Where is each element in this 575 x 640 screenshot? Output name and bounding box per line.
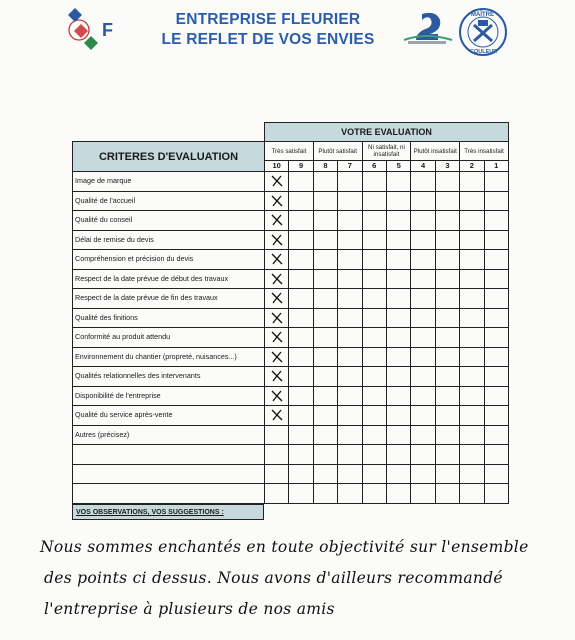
score-cell-3[interactable]	[435, 191, 459, 211]
criteria-row	[73, 386, 509, 406]
check-mark-icon	[269, 389, 285, 403]
score-cell-6[interactable]	[362, 289, 386, 309]
score-8: 8	[313, 161, 337, 172]
score-cell-2[interactable]	[460, 347, 484, 367]
score-cell-3[interactable]	[435, 425, 459, 445]
criterion-label: Qualité de l'accueil	[73, 191, 265, 211]
title-line-1: ENTREPRISE FLEURIER	[175, 11, 361, 28]
score-cell-8[interactable]	[313, 211, 337, 231]
handwritten-line-2: des points ci dessus. Nous avons d'ailleurs recommandé	[44, 569, 503, 587]
criterion-label: Environnement du chantier (propreté, nuisances...)	[73, 347, 265, 367]
check-mark-icon	[269, 272, 285, 286]
group-ni-satisfait: Ni satisfait, ni insatisfait	[362, 142, 411, 161]
criteria-row	[73, 211, 509, 231]
score-cell-5[interactable]	[386, 406, 410, 426]
score-cell-9[interactable]	[289, 191, 313, 211]
score-1: 1	[484, 161, 509, 172]
score-cell-6[interactable]	[362, 211, 386, 231]
check-mark-icon	[269, 350, 285, 364]
score-cell-2[interactable]	[460, 308, 484, 328]
check-mark-icon	[269, 194, 285, 208]
criterion-label: Qualité du conseil	[73, 211, 265, 231]
score-cell-1[interactable]	[484, 347, 509, 367]
check-mark-icon	[269, 408, 285, 422]
criterion-label: Qualités relationnelles des intervenants	[73, 367, 265, 387]
score-cell-6[interactable]	[362, 386, 386, 406]
score-cell-9[interactable]	[289, 386, 313, 406]
criterion-label: Qualité des finitions	[73, 308, 265, 328]
score-3: 3	[435, 161, 459, 172]
score-7: 7	[338, 161, 362, 172]
score-cell-3[interactable]	[435, 328, 459, 348]
blank-row	[73, 445, 509, 465]
score-cell-2[interactable]	[460, 269, 484, 289]
score-cell-5[interactable]	[386, 250, 410, 270]
score-cell-10[interactable]	[265, 347, 289, 367]
document-title	[118, 10, 418, 50]
votre-evaluation-heading: VOTRE EVALUATION	[265, 123, 509, 142]
score-cell-9[interactable]	[289, 172, 313, 192]
score-cell-8[interactable]	[313, 347, 337, 367]
criteria-row	[73, 308, 509, 328]
logo-letter: F	[102, 20, 113, 40]
score-cell-3[interactable]	[435, 289, 459, 309]
score-cell-4[interactable]	[411, 289, 435, 309]
observations-label: VOS OBSERVATIONS, VOS SUGGESTIONS :	[72, 504, 264, 520]
score-6: 6	[362, 161, 386, 172]
check-mark-icon	[269, 252, 285, 266]
criteria-row	[73, 406, 509, 426]
score-cell-10[interactable]	[265, 230, 289, 250]
check-mark-icon	[269, 174, 285, 188]
score-cell-9[interactable]	[289, 308, 313, 328]
score-cell-7[interactable]	[338, 289, 362, 309]
score-cell-1[interactable]	[484, 211, 509, 231]
score-cell-8[interactable]	[313, 367, 337, 387]
score-cell-2[interactable]	[460, 406, 484, 426]
check-mark-icon	[269, 233, 285, 247]
score-5: 5	[386, 161, 410, 172]
score-cell-9[interactable]	[289, 250, 313, 270]
score-cell-4[interactable]	[411, 269, 435, 289]
score-cell-3[interactable]	[435, 211, 459, 231]
blank-rows	[73, 445, 509, 504]
score-cell-4[interactable]	[411, 425, 435, 445]
check-mark-icon	[269, 213, 285, 227]
criteria-rows	[73, 172, 509, 445]
score-cell-5[interactable]	[386, 367, 410, 387]
score-cell-6[interactable]	[362, 308, 386, 328]
score-cell-6[interactable]	[362, 269, 386, 289]
score-cell-4[interactable]	[411, 406, 435, 426]
score-cell-4[interactable]	[411, 347, 435, 367]
score-9: 9	[289, 161, 313, 172]
score-cell-8[interactable]	[313, 269, 337, 289]
check-mark-icon	[269, 330, 285, 344]
score-cell-2[interactable]	[460, 328, 484, 348]
score-cell-5[interactable]	[386, 230, 410, 250]
evaluation-table	[72, 122, 509, 504]
score-cell-8[interactable]	[313, 191, 337, 211]
criteria-row	[73, 425, 509, 445]
criteria-row	[73, 289, 509, 309]
score-cell-8[interactable]	[313, 328, 337, 348]
score-cell-6[interactable]	[362, 230, 386, 250]
score-cell-1[interactable]	[484, 191, 509, 211]
score-cell-6[interactable]	[362, 191, 386, 211]
score-cell-2[interactable]	[460, 386, 484, 406]
score-cell-9[interactable]	[289, 289, 313, 309]
score-cell-4[interactable]	[411, 308, 435, 328]
score-cell-4[interactable]	[411, 250, 435, 270]
company-logo	[62, 6, 122, 61]
score-cell-7[interactable]	[338, 367, 362, 387]
score-cell-4[interactable]	[411, 386, 435, 406]
criterion-label: Image de marque	[73, 172, 265, 192]
score-cell-2[interactable]	[460, 425, 484, 445]
score-cell-3[interactable]	[435, 406, 459, 426]
criterion-label: Conformité au produit attendu	[73, 328, 265, 348]
score-cell-9[interactable]	[289, 328, 313, 348]
score-cell-9[interactable]	[289, 347, 313, 367]
score-cell-10[interactable]	[265, 386, 289, 406]
score-cell-3[interactable]	[435, 230, 459, 250]
score-cell-7[interactable]	[338, 406, 362, 426]
score-cell-3[interactable]	[435, 386, 459, 406]
score-cell-5[interactable]	[386, 386, 410, 406]
score-cell-5[interactable]	[386, 191, 410, 211]
score-cell-8[interactable]	[313, 308, 337, 328]
score-cell-7[interactable]	[338, 425, 362, 445]
score-cell-6[interactable]	[362, 172, 386, 192]
score-cell-8[interactable]	[313, 230, 337, 250]
score-cell-3[interactable]	[435, 367, 459, 387]
score-cell-7[interactable]	[338, 347, 362, 367]
score-cell-5[interactable]	[386, 347, 410, 367]
criteria-row	[73, 347, 509, 367]
score-cell-1[interactable]	[484, 328, 509, 348]
group-tres-insatisfait: Très insatisfait	[460, 142, 509, 161]
score-cell-3[interactable]	[435, 269, 459, 289]
score-cell-3[interactable]	[435, 308, 459, 328]
score-cell-1[interactable]	[484, 230, 509, 250]
score-cell-6[interactable]	[362, 425, 386, 445]
blank-row	[73, 484, 509, 504]
score-cell-3[interactable]	[435, 250, 459, 270]
evaluation-form	[72, 122, 509, 504]
criteria-row	[73, 250, 509, 270]
score-cell-7[interactable]	[338, 211, 362, 231]
certification-logo	[402, 10, 454, 51]
score-cell-7[interactable]	[338, 191, 362, 211]
score-cell-8[interactable]	[313, 172, 337, 192]
score-cell-4[interactable]	[411, 367, 435, 387]
score-cell-2[interactable]	[460, 367, 484, 387]
criteria-heading: CRITERES D'EVALUATION	[73, 142, 265, 172]
score-cell-10[interactable]	[265, 406, 289, 426]
score-cell-5[interactable]	[386, 308, 410, 328]
criterion-label: Respect de la date prévue de fin des travaux	[73, 289, 265, 309]
score-cell-6[interactable]	[362, 250, 386, 270]
svg-text:COULEUR: COULEUR	[470, 49, 498, 55]
score-cell-5[interactable]	[386, 172, 410, 192]
score-cell-2[interactable]	[460, 230, 484, 250]
criterion-label: Délai de remise du devis	[73, 230, 265, 250]
score-cell-4[interactable]	[411, 328, 435, 348]
score-cell-1[interactable]	[484, 289, 509, 309]
score-cell-3[interactable]	[435, 347, 459, 367]
group-plutot-insatisfait: Plutôt insatisfait	[411, 142, 460, 161]
score-cell-6[interactable]	[362, 328, 386, 348]
score-cell-7[interactable]	[338, 230, 362, 250]
score-cell-10[interactable]	[265, 328, 289, 348]
criterion-label: Qualité du service après-vente	[73, 406, 265, 426]
score-cell-4[interactable]	[411, 191, 435, 211]
score-cell-6[interactable]	[362, 347, 386, 367]
group-plutot-satisfait: Plutôt satisfait	[313, 142, 362, 161]
score-cell-10[interactable]	[265, 191, 289, 211]
score-cell-8[interactable]	[313, 425, 337, 445]
criteria-row	[73, 191, 509, 211]
check-mark-icon	[269, 311, 285, 325]
score-cell-9[interactable]	[289, 406, 313, 426]
criteria-row	[73, 367, 509, 387]
score-cell-8[interactable]	[313, 406, 337, 426]
score-cell-1[interactable]	[484, 386, 509, 406]
criterion-label: Respect de la date prévue de début des travaux	[73, 269, 265, 289]
score-cell-8[interactable]	[313, 250, 337, 270]
score-cell-9[interactable]	[289, 211, 313, 231]
score-cell-7[interactable]	[338, 308, 362, 328]
score-cell-8[interactable]	[313, 386, 337, 406]
score-cell-1[interactable]	[484, 269, 509, 289]
score-cell-7[interactable]	[338, 269, 362, 289]
score-cell-10[interactable]	[265, 425, 289, 445]
score-cell-9[interactable]	[289, 269, 313, 289]
score-cell-4[interactable]	[411, 172, 435, 192]
criteria-row	[73, 269, 509, 289]
criterion-label: Autres (précisez)	[73, 425, 265, 445]
score-cell-10[interactable]	[265, 308, 289, 328]
score-cell-1[interactable]	[484, 406, 509, 426]
handwritten-line-1: Nous sommes enchantés en toute objectivité sur l'ensemble	[40, 538, 529, 556]
score-cell-3[interactable]	[435, 172, 459, 192]
score-cell-4[interactable]	[411, 230, 435, 250]
score-cell-10[interactable]	[265, 172, 289, 192]
score-cell-10[interactable]	[265, 367, 289, 387]
score-cell-2[interactable]	[460, 211, 484, 231]
score-cell-6[interactable]	[362, 367, 386, 387]
score-cell-6[interactable]	[362, 406, 386, 426]
score-cell-1[interactable]	[484, 250, 509, 270]
score-cell-5[interactable]	[386, 211, 410, 231]
score-cell-10[interactable]	[265, 250, 289, 270]
blank-row	[73, 464, 509, 484]
criterion-label: Compréhension et précision du devis	[73, 250, 265, 270]
check-mark-icon	[269, 369, 285, 383]
score-cell-1[interactable]	[484, 367, 509, 387]
score-cell-1[interactable]	[484, 308, 509, 328]
score-cell-2[interactable]	[460, 289, 484, 309]
score-cell-2[interactable]	[460, 250, 484, 270]
score-cell-2[interactable]	[460, 172, 484, 192]
score-4: 4	[411, 161, 435, 172]
criteria-row	[73, 230, 509, 250]
group-tres-satisfait: Très satisfait	[265, 142, 314, 161]
handwritten-line-3: l'entreprise à plusieurs de nos amis	[44, 600, 335, 618]
score-cell-5[interactable]	[386, 425, 410, 445]
score-cell-10[interactable]	[265, 289, 289, 309]
score-cell-9[interactable]	[289, 230, 313, 250]
score-cell-5[interactable]	[386, 269, 410, 289]
score-cell-7[interactable]	[338, 328, 362, 348]
score-cell-1[interactable]	[484, 172, 509, 192]
score-cell-10[interactable]	[265, 211, 289, 231]
score-cell-10[interactable]	[265, 269, 289, 289]
score-cell-7[interactable]	[338, 386, 362, 406]
score-cell-8[interactable]	[313, 289, 337, 309]
score-cell-5[interactable]	[386, 328, 410, 348]
score-10: 10	[265, 161, 289, 172]
svg-text:MAÎTRE: MAÎTRE	[471, 12, 494, 18]
score-cell-9[interactable]	[289, 367, 313, 387]
check-mark-icon	[269, 291, 285, 305]
score-cell-2[interactable]	[460, 191, 484, 211]
score-cell-7[interactable]	[338, 250, 362, 270]
score-cell-1[interactable]	[484, 425, 509, 445]
criterion-label: Disponibilité de l'entreprise	[73, 386, 265, 406]
score-2: 2	[460, 161, 484, 172]
score-cell-7[interactable]	[338, 172, 362, 192]
maitre-en-couleur-seal	[457, 6, 509, 63]
score-cell-5[interactable]	[386, 289, 410, 309]
title-line-2: LE REFLET DE VOS ENVIES	[161, 31, 375, 48]
criteria-row	[73, 172, 509, 192]
score-cell-9[interactable]	[289, 425, 313, 445]
score-cell-4[interactable]	[411, 211, 435, 231]
criteria-row	[73, 328, 509, 348]
document-header	[0, 0, 575, 60]
